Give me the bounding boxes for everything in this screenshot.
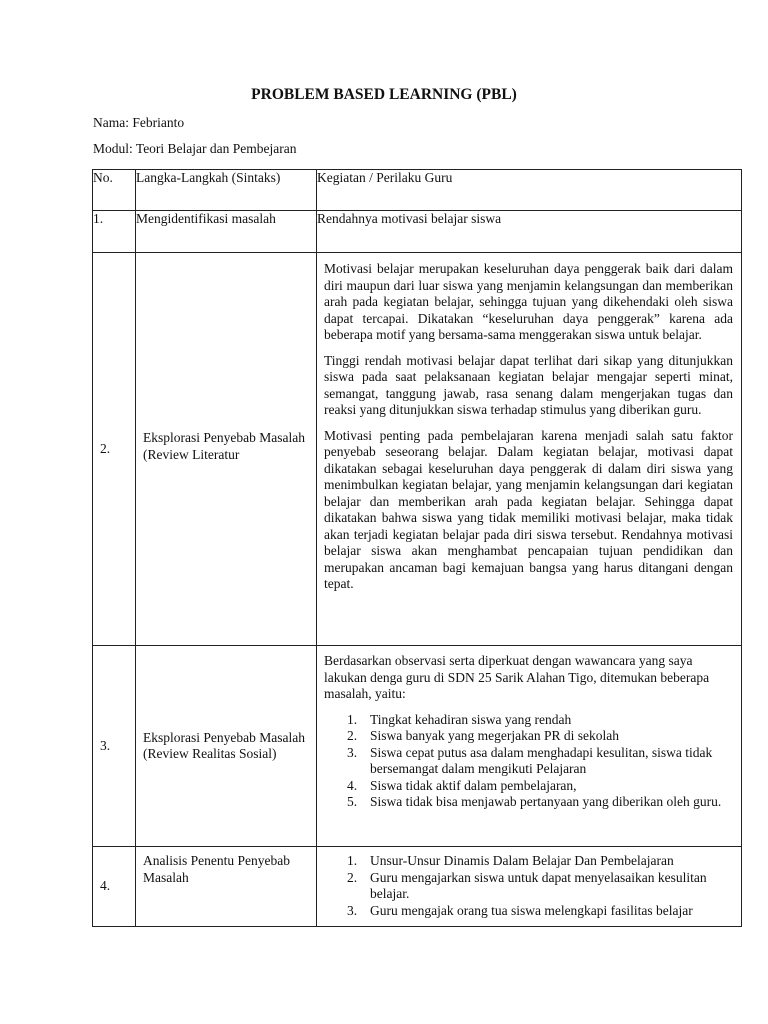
row-number: 1. — [93, 211, 136, 253]
table-row — [93, 847, 742, 927]
list-text: Tingkat kehadiran siswa yang rendah — [370, 711, 572, 727]
list-text: Unsur-Unsur Dinamis Dalam Belajar Dan Pembelajaran — [370, 853, 674, 868]
list-text: Siswa tidak aktif dalam pembelajaran, — [370, 777, 577, 793]
row-activity — [317, 253, 742, 646]
header-steps: Langka-Langkah (Sintaks) — [136, 170, 317, 211]
list-item — [324, 853, 733, 870]
list-text: Siswa banyak yang megerjakan PR di sekolah — [370, 728, 619, 743]
row-activity — [317, 847, 742, 927]
paragraph: Berdasarkan observasi serta diperkuat dengan wawancara yang saya lakukan denga guru di SDN 25 Sarik Alahan Tigo, ditemukan beberapa masalah, yaitu: — [324, 653, 710, 701]
list-item — [324, 903, 733, 920]
header-activities: Kegiatan / Perilaku Guru — [317, 170, 742, 211]
list-number: 2. — [347, 869, 358, 885]
row-step: Analisis Penentu Penyebab Masalah — [136, 847, 317, 927]
row-number: 4. — [93, 847, 136, 927]
list-number: 2. — [347, 728, 358, 743]
module-name: Modul: Teori Belajar dan Pembejaran — [93, 141, 297, 156]
table-row — [93, 646, 742, 847]
cause-list — [324, 853, 733, 919]
document-title: PROBLEM BASED LEARNING (PBL) — [251, 86, 517, 103]
table-row — [93, 253, 742, 646]
row-number: 3. — [93, 646, 136, 847]
list-number: 5. — [347, 794, 358, 809]
list-item — [324, 794, 733, 811]
problem-list — [324, 712, 733, 811]
list-number: 4. — [347, 777, 358, 793]
list-number: 1. — [347, 853, 358, 868]
list-text: Guru mengajak orang tua siswa melengkapi fasilitas belajar — [370, 902, 693, 918]
list-text: Siswa cepat putus asa dalam menghadapi kesulitan, siswa tidak bersemangat dalam mengikuti Pelajaran — [370, 744, 713, 776]
pbl-table — [92, 169, 742, 927]
row-step — [136, 253, 317, 646]
table-header-row — [93, 170, 742, 211]
row-activity — [317, 646, 742, 847]
list-text: Guru mengajarkan siswa untuk dapat menyelasaikan kesulitan belajar. — [370, 869, 707, 901]
paragraph: Motivasi penting pada pembelajaran karena menjadi salah satu faktor penyebab seseorang belajar. Dalam kegiatan belajar, motivasi dapat dikatakan sebagai keseluruhan daya penggerak di dalam diri siswa yang menimbulkan kegiatan belajar, yang menjamin kelangsungan dari kegiatan belajar dan memberikan arah pada kegiatan belajar. Sehingga dapat dikatakan bahwa siswa yang tidak memiliki motivasi belajar, maka tidak akan terjadi kegiatan belajar pada diri siswa tersebut. Rendahnya motivasi belajar siswa akan menghambat pencapaian tujuan pendidikan dan merupakan ancaman bagi kemajuan bangsa yang harus ditangani dengan tepat. — [324, 427, 733, 591]
row-activity: Rendahnya motivasi belajar siswa — [317, 211, 742, 253]
list-item — [324, 745, 733, 778]
table-row — [93, 211, 742, 253]
list-number: 3. — [347, 902, 358, 918]
row-step-text: Eksplorasi Penyebab Masalah (Review Literatur — [143, 430, 305, 462]
row-step: Mengidentifikasi masalah — [136, 211, 317, 253]
header-no: No. — [93, 170, 136, 211]
paragraph: Motivasi belajar merupakan keseluruhan daya penggerak baik dari dalam diri maupun dari luar siswa yang menjamin kelangsungan dan memberikan arah pada kegiatan belajar, sehingga tujuan yang dikehendaki oleh siswa dapat tercapai. Dikatakan “keseluruhan daya penggerak” karena ada beberapa motif yang bersama-sama menggerakan siswa untuk belajar. — [324, 261, 733, 342]
row-step: Eksplorasi Penyebab Masalah (Review Realitas Sosial) — [136, 646, 317, 847]
list-item — [324, 778, 733, 795]
list-item — [324, 728, 733, 745]
list-item — [324, 712, 733, 729]
list-number: 3. — [347, 744, 358, 760]
list-item — [324, 870, 733, 903]
paragraph: Tinggi rendah motivasi belajar dapat terlihat dari sikap yang ditunjukkan siswa pada saat pelaksanaan kegiatan belajar mengajar seperti minat, semangat, tanggung jawab, rasa senang dalam mengerjakan tugas dan reaksi yang ditunjukkan siswa terhadap stimulus yang diberikan guru. — [324, 352, 733, 417]
author-name: Nama: Febrianto — [93, 115, 185, 130]
list-number: 1. — [347, 711, 358, 727]
row-number: 2. — [93, 253, 136, 646]
list-text: Siswa tidak bisa menjawab pertanyaan yang diberikan oleh guru. — [370, 794, 722, 809]
